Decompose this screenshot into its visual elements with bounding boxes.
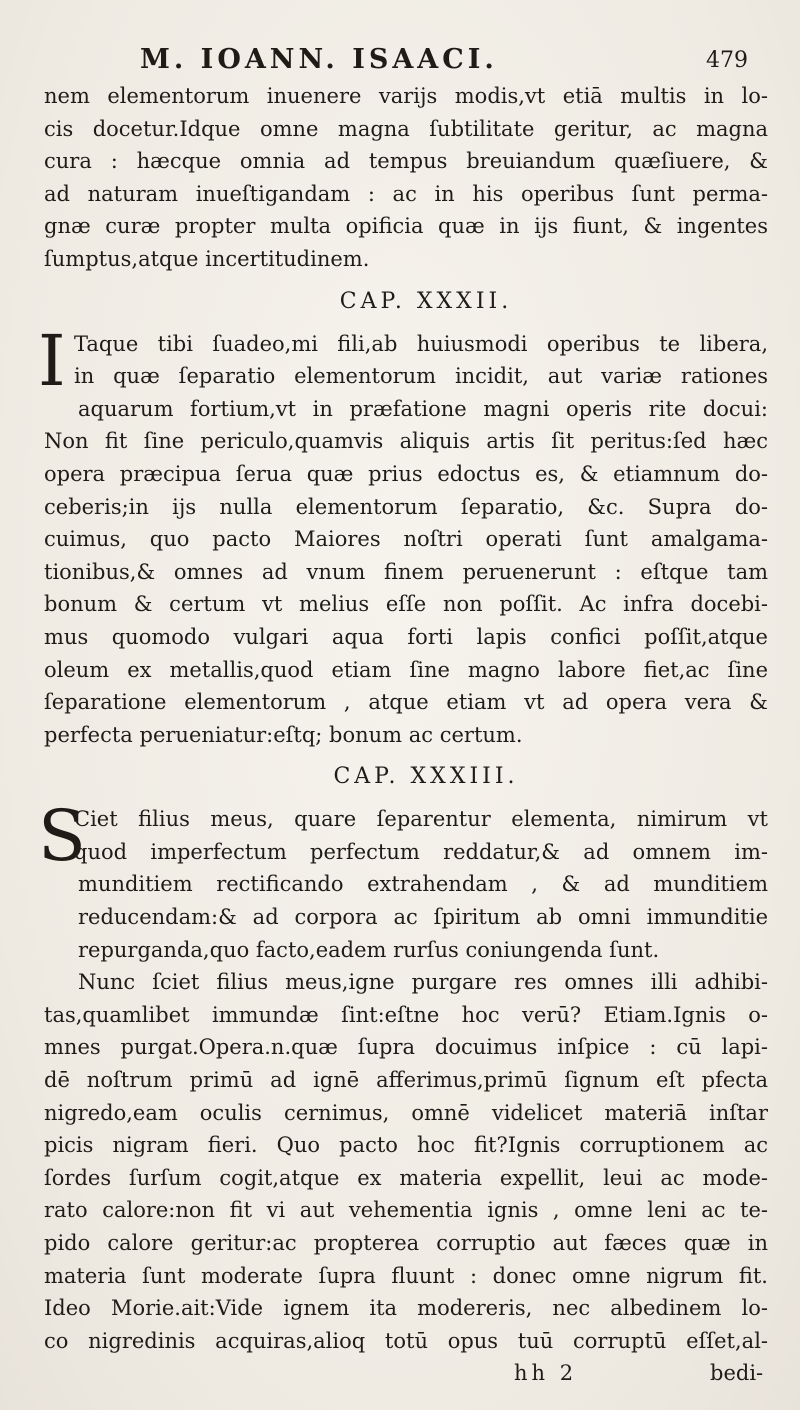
text-line: co nigredinis acquiras,alioq totū opus tuū corruptū eſſet,al- (44, 1328, 768, 1353)
text-line: opera præcipua ſerua quæ prius edoctus es, & etiamnum do- (44, 461, 768, 486)
text-line: gnæ curæ propter multa opificia quæ in ijs fiunt, & ingentes (44, 214, 768, 239)
text-line: rato calore:non fit vi aut vehementia ignis , omne leni ac te- (44, 1198, 768, 1223)
page-number: 479 (706, 48, 748, 73)
text-line: mnes purgat.Opera.n.quæ ſupra docuimus inſpice : cū lapi- (44, 1035, 768, 1060)
text-line: reducendam:& ad corpora ac ſpiritum ab omni immunditie (78, 905, 768, 930)
text-line: Taque tibi ſuadeo,mi fili,ab huiusmodi operibus te libera, (74, 331, 768, 356)
drop-capital: S (38, 795, 86, 878)
intro-paragraph (44, 80, 768, 276)
text-line: dē noſtrum primū ad ignē afferimus,primū ſignum eſt pfecta (44, 1068, 768, 1093)
page-header (0, 44, 800, 80)
chapter-heading-32: CAP. XXXII. (339, 288, 513, 314)
text-line: cuimus, quo pacto Maiores noſtri operati ſunt amalgama- (44, 527, 768, 552)
text-line: tas,quamlibet immundæ ſint:eſtne hoc verū? Etiam.Ignis o- (44, 1002, 768, 1027)
text-line: aquarum fortium,vt in præfatione magni operis rite docui: (78, 396, 768, 421)
text-line: ceberis;in ijs nulla elementorum ſeparatio, &c. Supra do- (44, 494, 768, 519)
catchword: bedi- (710, 1361, 764, 1386)
text-line: in quæ ſeparatio elementorum incidit, aut variæ rationes (74, 364, 768, 389)
running-head: M. IOANN. ISAACI. (140, 44, 498, 75)
text-line: ſordes ſurſum cogit,atque ex materia expellit, leui ac mode- (44, 1165, 768, 1190)
chapter-32-paragraph (38, 319, 768, 752)
chapter-33-paragraph (38, 795, 768, 1357)
text-block (38, 80, 768, 1389)
signature-mark: hh 2 (514, 1361, 578, 1386)
text-line: ſeparatione elementorum , atque etiam vt ad opera vera & (44, 690, 768, 715)
text-line: nigredo,eam oculis cernimus, omnē videlicet materiā inſtar (44, 1100, 768, 1125)
text-line: quod imperfectum perfectum reddatur,& ad omnem im- (74, 839, 768, 864)
text-line: picis nigram fieri. Quo pacto hoc fit?Ignis corruptionem ac (44, 1133, 768, 1158)
text-line: Nunc ſciet filius meus,igne purgare res omnes illi adhibi- (78, 970, 768, 995)
text-line: cura : hæcque omnia ad tempus breuiandum quæſiuere, & (44, 149, 768, 174)
text-line: tionibus,& omnes ad vnum finem peruenerunt : eſtque tam (44, 559, 768, 584)
text-line: materia ſunt moderate ſupra fluunt : donec omne nigrum fit. (44, 1263, 768, 1288)
text-line: bonum & certum vt melius eſſe non poſſit. Ac infra docebi- (44, 592, 768, 617)
text-line: cis docetur.Idque omne magna ſubtilitate geritur, ac magna (44, 116, 768, 141)
text-line: perfecta perueniatur:eſtq; bonum ac certum. (44, 722, 523, 747)
text-line: oleum ex metallis,quod etiam ſine magno labore fiet,ac ſine (44, 657, 768, 682)
text-line: Non fit ſine periculo,quamvis aliquis artis ſit peritus:ſed hæc (44, 429, 768, 454)
text-line: ſumptus,atque incertitudinem. (44, 246, 370, 271)
drop-capital: I (38, 319, 66, 402)
text-line: Ciet filius meus, quare ſeparentur elementa, nimirum vt (74, 807, 768, 832)
text-line: mus quomodo vulgari aqua forti lapis confici poſſit,atque (44, 624, 768, 649)
chapter-heading-33: CAP. XXXIII. (333, 764, 519, 790)
text-line: nem elementorum inuenere varijs modis,vt etiā multis in lo- (44, 84, 768, 108)
text-line: pido calore geritur:ac propterea corruptio aut fæces quæ in (44, 1231, 768, 1255)
text-line: munditiem rectificando extrahendam , & ad munditiem (78, 872, 768, 897)
text-line: repurganda,quo facto,eadem rurſus coniungenda ſunt. (78, 937, 660, 962)
text-line: ad naturam inueſtigandam : ac in his operibus ſunt perma- (44, 181, 768, 206)
text-line: Ideo Morie.ait:Vide ignem ita modereris, nec albedinem lo- (44, 1296, 768, 1321)
page-footer (44, 1357, 768, 1389)
